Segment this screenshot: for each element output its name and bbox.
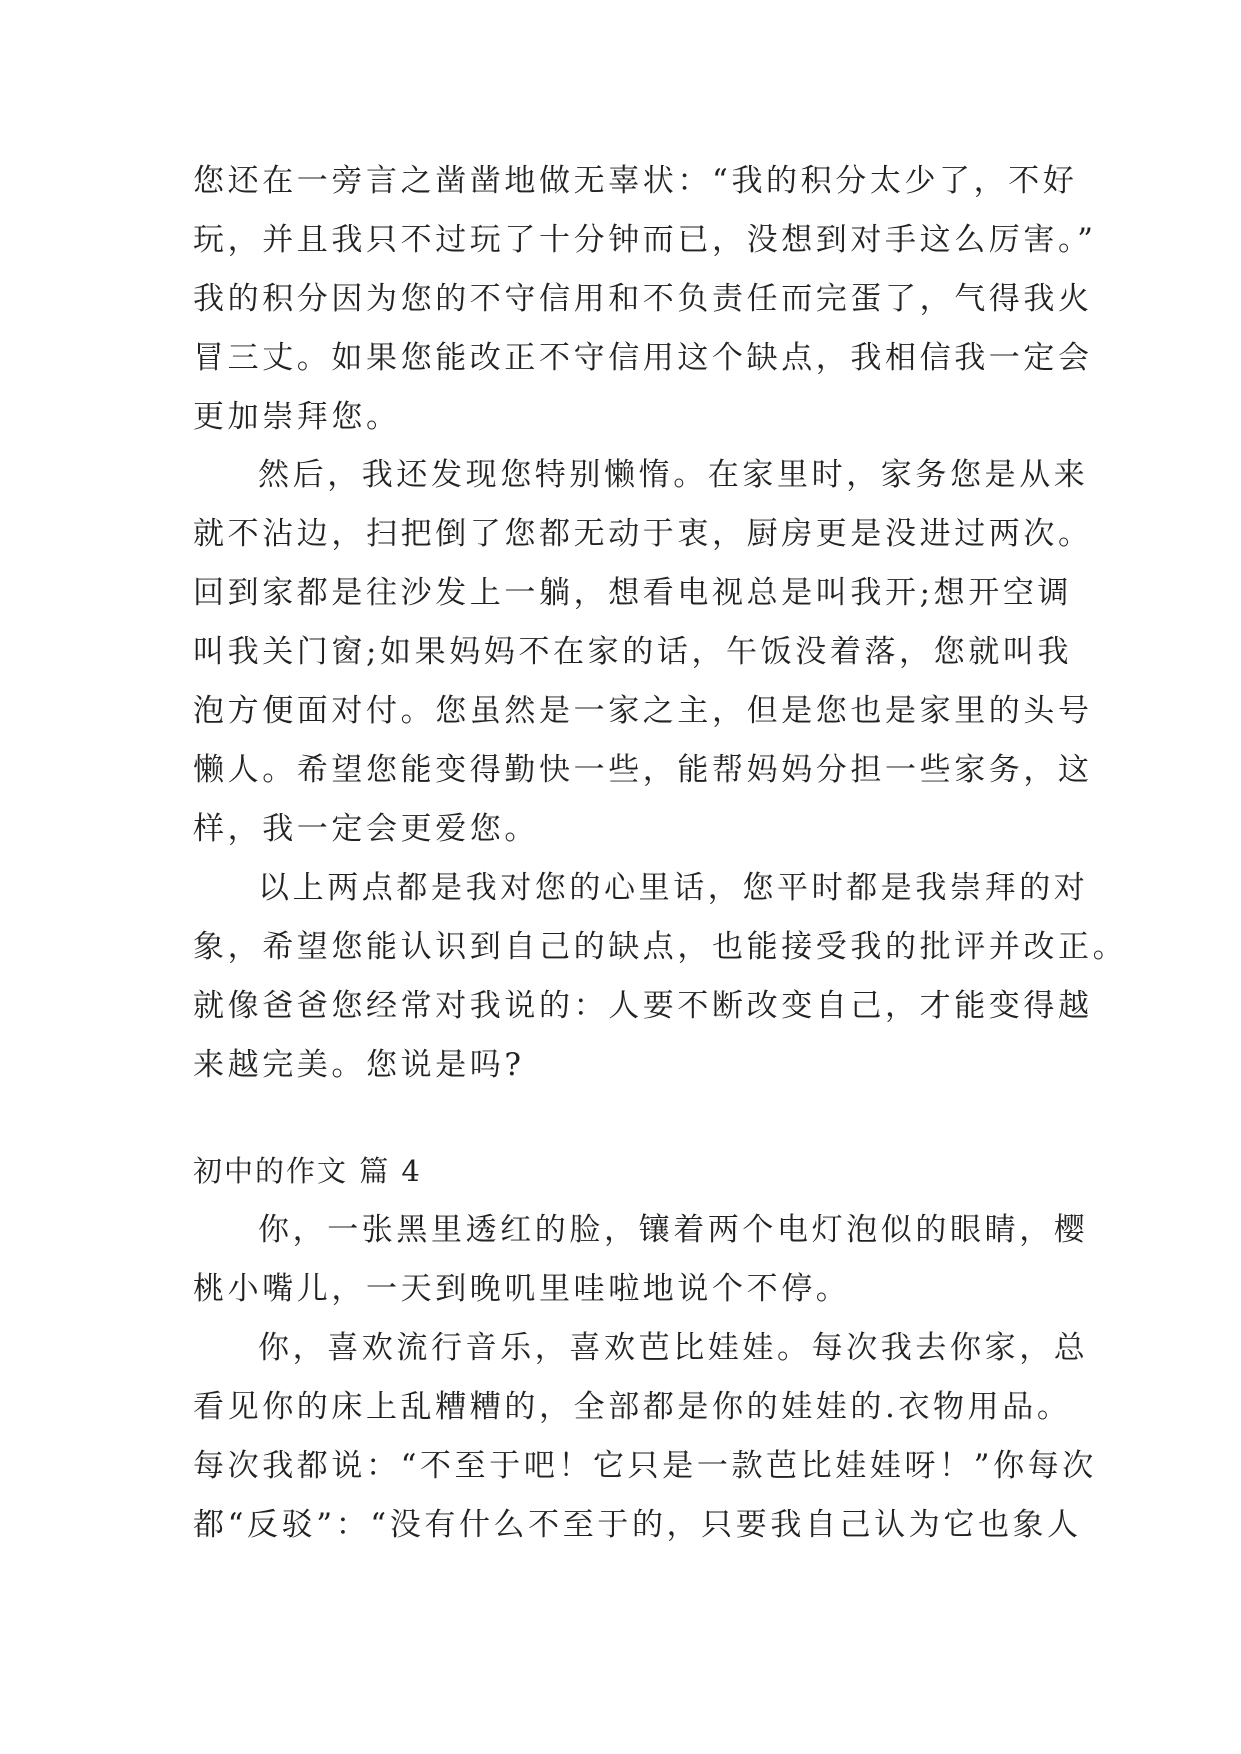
text-line: 更加崇拜您。	[193, 399, 401, 435]
paragraph-first-line: 你，一张黑里透红的脸，镶着两个电灯泡似的眼睛，樱	[258, 1212, 1089, 1248]
text-line: 看见你的床上乱糟糟的，全部都是你的娃娃的.衣物用品。	[193, 1389, 1072, 1425]
section-heading: 初中的作文 篇 4	[193, 1154, 422, 1188]
text-line: 来越完美。您说是吗?	[193, 1047, 525, 1083]
text-line: 就不沾边，扫把倒了您都无动于衷，厨房更是没进过两次。	[193, 516, 1093, 552]
text-line: 就像爸爸您经常对我说的：人要不断改变自己，才能变得越	[193, 988, 1093, 1024]
text-line: 您还在一旁言之凿凿地做无辜状：“我的积分太少了，不好	[193, 163, 1078, 199]
text-line: 泡方便面对付。您虽然是一家之主，但是您也是家里的头号	[193, 693, 1093, 729]
paragraph-first-line: 然后，我还发现您特别懒惰。在家里时，家务您是从来	[258, 457, 1089, 493]
text-line: 象，希望您能认识到自己的缺点，也能接受我的批评并改正。	[193, 929, 1128, 965]
text-line: 样，我一定会更爱您。	[193, 811, 539, 847]
text-line: 回到家都是往沙发上一躺，想看电视总是叫我开;想开空调	[193, 575, 1073, 611]
text-line: 桃小嘴儿，一天到晚叽里哇啦地说个不停。	[193, 1271, 851, 1307]
text-line: 冒三丈。如果您能改正不守信用这个缺点，我相信我一定会	[193, 340, 1093, 376]
text-line: 每次我都说：“不至于吧！它只是一款芭比娃娃呀！”你每次	[193, 1448, 1097, 1484]
text-line: 懒人。希望您能变得勤快一些，能帮妈妈分担一些家务，这	[193, 752, 1093, 788]
text-line: 叫我关门窗;如果妈妈不在家的话，午饭没着落，您就叫我	[193, 634, 1073, 670]
text-line: 我的积分因为您的不守信用和不负责任而完蛋了，气得我火	[193, 281, 1093, 317]
text-line: 都“反驳”：“没有什么不至于的，只要我自己认为它也象人	[193, 1507, 1082, 1543]
paragraph-first-line: 你，喜欢流行音乐，喜欢芭比娃娃。每次我去你家，总	[258, 1330, 1089, 1366]
text-line: 玩，并且我只不过玩了十分钟而已，没想到对手这么厉害。”	[193, 222, 1097, 258]
paragraph-first-line: 以上两点都是我对您的心里话，您平时都是我崇拜的对	[258, 870, 1089, 906]
